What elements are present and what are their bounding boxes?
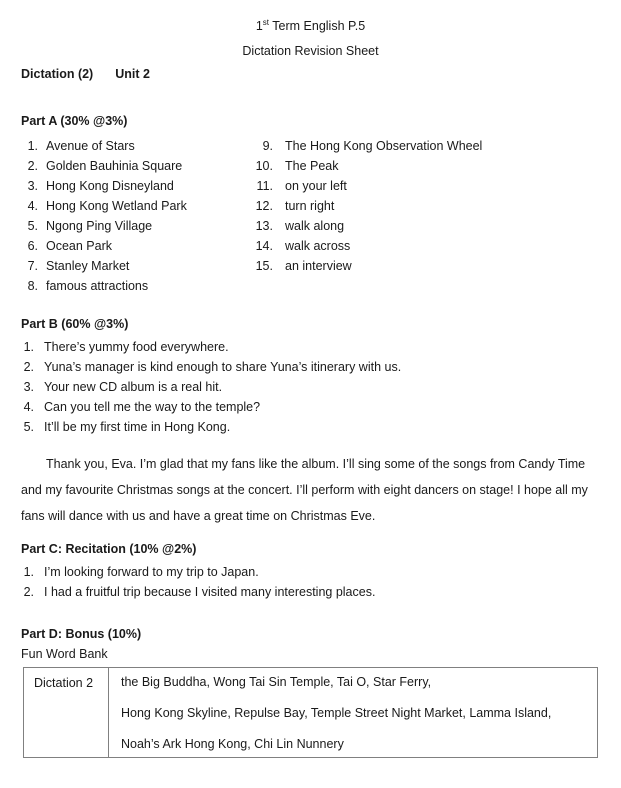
list-item	[21, 397, 401, 417]
item-number: 12.	[255, 199, 273, 213]
list-item	[21, 276, 187, 296]
list-item	[21, 136, 187, 156]
item-text: The Hong Kong Observation Wheel	[285, 139, 483, 153]
list-item	[249, 156, 482, 176]
part-c-heading: Part C: Recitation (10% @2%)	[21, 542, 197, 556]
item-text: There’s yummy food everywhere.	[44, 340, 229, 354]
list-item	[21, 156, 187, 176]
item-number: 1.	[23, 565, 34, 579]
item-text: Hong Kong Wetland Park	[46, 199, 187, 213]
list-item	[249, 136, 482, 156]
item-number: 1.	[23, 340, 34, 354]
list-item	[21, 216, 187, 236]
item-number: 7.	[27, 259, 38, 273]
item-text: on your left	[285, 179, 347, 193]
item-text: Hong Kong Disneyland	[46, 179, 174, 193]
item-text: Ocean Park	[46, 239, 113, 253]
item-text: Yuna’s manager is kind enough to share Yuna’s itinerary with us.	[44, 360, 402, 374]
item-number: 10.	[255, 159, 273, 173]
list-item	[249, 176, 482, 196]
item-number: 9.	[262, 139, 273, 153]
word-line: Hong Kong Skyline, Repulse Bay, Temple Street Night Market, Lamma Island,	[121, 706, 552, 720]
part-b-heading: Part B (60% @3%)	[21, 317, 129, 331]
fun-word-bank-label: Fun Word Bank	[21, 647, 108, 661]
item-number: 14.	[255, 239, 273, 253]
table-words-cell	[109, 668, 597, 757]
part-d-heading: Part D: Bonus (10%)	[21, 627, 142, 641]
word-line: the Big Buddha, Wong Tai Sin Temple, Tai O, Star Ferry,	[121, 675, 432, 689]
part-a-list-right	[249, 136, 482, 276]
item-text: Golden Bauhinia Square	[46, 159, 183, 173]
item-number: 5.	[27, 219, 38, 233]
doc-title-rest: Term English P.5	[269, 19, 366, 33]
dictation-label: Dictation (2)	[21, 67, 94, 81]
list-item	[249, 216, 482, 236]
doc-title-number: 1	[255, 19, 263, 33]
item-number: 4.	[23, 400, 34, 414]
item-text: Stanley Market	[46, 259, 130, 273]
part-c-list	[21, 562, 375, 602]
doc-title	[0, 19, 621, 33]
item-number: 8.	[27, 279, 38, 293]
item-number: 4.	[27, 199, 38, 213]
unit-label: Unit 2	[115, 67, 150, 81]
item-text: Can you tell me the way to the temple?	[44, 400, 261, 414]
list-item	[249, 196, 482, 216]
list-item	[21, 357, 401, 377]
doc-subtitle: Dictation Revision Sheet	[242, 44, 379, 58]
item-text: walk across	[285, 239, 351, 253]
list-item	[21, 196, 187, 216]
list-item	[21, 417, 401, 437]
item-text: The Peak	[285, 159, 339, 173]
list-item	[21, 337, 401, 357]
part-a-list-left	[21, 136, 187, 296]
part-a-heading: Part A (30% @3%)	[21, 114, 128, 128]
item-number: 3.	[27, 179, 38, 193]
item-text: It’ll be my first time in Hong Kong.	[44, 420, 231, 434]
part-b-paragraph: Thank you, Eva. I’m glad that my fans like the album. I’ll sing some of the songs from Candy Time and my favourite Christmas songs at the concert. I’ll perform with eight dancers on stage! I hope all my fans will dance with us and have a great time on Christmas Eve.	[21, 457, 588, 523]
item-number: 15.	[255, 259, 273, 273]
doc-title-ordinal: st	[262, 17, 270, 27]
item-text: walk along	[285, 219, 345, 233]
item-number: 2.	[23, 585, 34, 599]
item-text: famous attractions	[46, 279, 149, 293]
part-b-list	[21, 337, 401, 437]
list-item	[21, 377, 401, 397]
table-row-label-cell: Dictation 2	[24, 668, 109, 757]
item-text: Your new CD album is a real hit.	[44, 380, 223, 394]
list-item	[21, 176, 187, 196]
item-number: 13.	[255, 219, 273, 233]
item-text: turn right	[285, 199, 335, 213]
item-number: 11.	[256, 179, 273, 193]
item-text: I had a fruitful trip because I visited many interesting places.	[44, 585, 376, 599]
item-text: Avenue of Stars	[46, 139, 135, 153]
item-number: 5.	[23, 420, 34, 434]
item-text: Ngong Ping Village	[46, 219, 153, 233]
list-item	[249, 236, 482, 256]
item-text: an interview	[285, 259, 352, 273]
list-item	[21, 236, 187, 256]
dictation-unit-heading	[21, 67, 150, 81]
item-number: 3.	[23, 380, 34, 394]
list-item	[21, 562, 375, 582]
item-number: 2.	[27, 159, 38, 173]
item-text: I’m looking forward to my trip to Japan.	[44, 565, 259, 579]
word-line: Noah’s Ark Hong Kong, Chi Lin Nunnery	[121, 737, 344, 751]
item-number: 6.	[27, 239, 38, 253]
item-number: 2.	[23, 360, 34, 374]
item-number: 1.	[27, 139, 38, 153]
list-item	[21, 256, 187, 276]
list-item	[21, 582, 375, 602]
word-bank-table	[23, 667, 598, 758]
list-item	[249, 256, 482, 276]
